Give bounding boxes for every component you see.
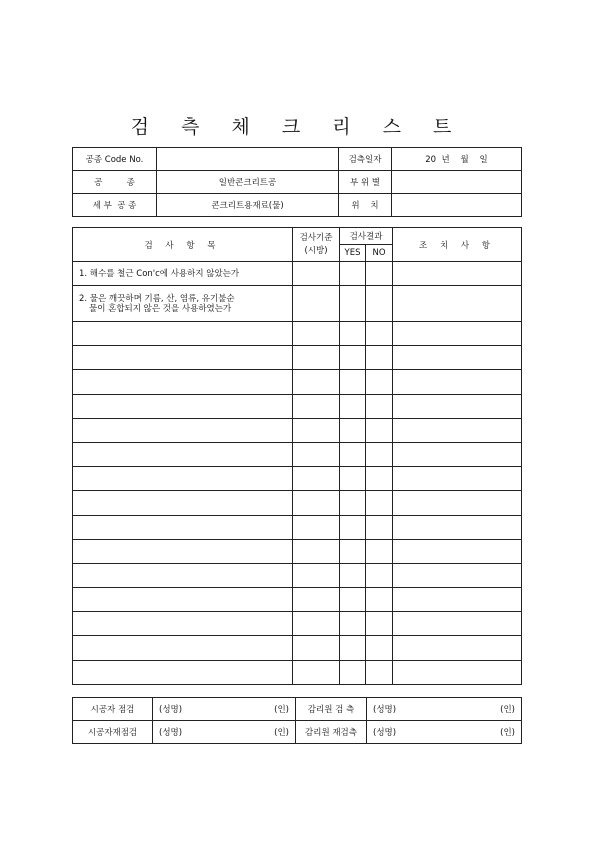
col-item-header: 검 사 항 목: [73, 228, 293, 262]
table-row: [73, 660, 522, 684]
sign-name-label: (성명): [373, 705, 397, 715]
table-row: [73, 346, 522, 370]
table-row: [73, 539, 522, 563]
yes-cell[interactable]: [340, 467, 366, 491]
col-standard-line1: 검사기준: [299, 232, 333, 243]
seal-label: (인): [500, 728, 515, 738]
item-cell[interactable]: [73, 588, 293, 612]
no-cell[interactable]: [366, 636, 393, 660]
no-cell[interactable]: [366, 262, 393, 286]
header-table: [72, 147, 522, 217]
action-cell[interactable]: [393, 491, 522, 515]
yes-cell[interactable]: [340, 515, 366, 539]
yes-cell[interactable]: [340, 370, 366, 394]
yes-cell[interactable]: [340, 418, 366, 442]
table-row: [73, 286, 522, 322]
action-cell[interactable]: [393, 636, 522, 660]
action-cell[interactable]: [393, 286, 522, 322]
yes-cell[interactable]: [340, 322, 366, 346]
standard-cell[interactable]: [293, 563, 340, 587]
no-cell[interactable]: [366, 491, 393, 515]
yes-cell[interactable]: [340, 346, 366, 370]
standard-cell[interactable]: [293, 539, 340, 563]
item-cell[interactable]: [73, 612, 293, 636]
table-row: [73, 588, 522, 612]
yes-cell[interactable]: [340, 563, 366, 587]
page-title: 검 측 체 크 리 스 트: [130, 116, 465, 138]
col-yes-header: YES: [340, 245, 366, 262]
action-cell[interactable]: [393, 515, 522, 539]
item-cell[interactable]: [73, 394, 293, 418]
standard-cell[interactable]: [293, 588, 340, 612]
table-row: [73, 491, 522, 515]
sign-name-label: (성명): [159, 728, 183, 738]
standard-cell[interactable]: [293, 467, 340, 491]
seal-label: (인): [500, 705, 515, 715]
action-cell[interactable]: [393, 418, 522, 442]
action-cell[interactable]: [393, 262, 522, 286]
no-cell[interactable]: [366, 286, 393, 322]
supervisor-recheck-sign[interactable]: [367, 721, 522, 744]
no-cell[interactable]: [366, 442, 393, 466]
standard-cell[interactable]: [293, 370, 340, 394]
table-row: [73, 370, 522, 394]
item-cell[interactable]: [73, 322, 293, 346]
item-cell[interactable]: [73, 515, 293, 539]
check-item-2: [73, 286, 293, 322]
table-row: [73, 612, 522, 636]
item-cell[interactable]: [73, 491, 293, 515]
item-cell[interactable]: [73, 467, 293, 491]
standard-cell[interactable]: [293, 418, 340, 442]
table-row: [73, 563, 522, 587]
yes-cell[interactable]: [340, 588, 366, 612]
no-cell[interactable]: [366, 660, 393, 684]
action-cell[interactable]: [393, 539, 522, 563]
date-value[interactable]: 20 년 월 일: [392, 148, 522, 171]
yes-cell[interactable]: [340, 636, 366, 660]
standard-cell[interactable]: [293, 491, 340, 515]
action-cell[interactable]: [393, 660, 522, 684]
action-cell[interactable]: [393, 563, 522, 587]
yes-cell[interactable]: [340, 539, 366, 563]
check-item-2-line2: 물이 혼합되지 않은 것을 사용하였는가: [89, 303, 232, 314]
yes-cell[interactable]: [340, 262, 366, 286]
code-label: 공종 Code No.: [73, 148, 157, 171]
no-cell[interactable]: [366, 563, 393, 587]
standard-cell[interactable]: [293, 262, 340, 286]
action-cell[interactable]: [393, 322, 522, 346]
no-cell[interactable]: [366, 612, 393, 636]
contractor-check-label: 시공자 점검: [73, 698, 153, 721]
item-cell[interactable]: [73, 442, 293, 466]
yes-cell[interactable]: [340, 286, 366, 322]
item-cell[interactable]: [73, 636, 293, 660]
work-value[interactable]: 일반콘크리트공: [157, 171, 339, 194]
yes-cell[interactable]: [340, 442, 366, 466]
standard-cell[interactable]: [293, 442, 340, 466]
standard-cell[interactable]: [293, 636, 340, 660]
no-cell[interactable]: [366, 588, 393, 612]
action-cell[interactable]: [393, 588, 522, 612]
location-label: 위 치: [339, 194, 392, 217]
action-cell[interactable]: [393, 442, 522, 466]
no-cell[interactable]: [366, 394, 393, 418]
col-standard-header: [293, 228, 340, 262]
col-standard-line2: (시방): [304, 245, 328, 256]
action-cell[interactable]: [393, 394, 522, 418]
table-row: [73, 442, 522, 466]
yes-cell[interactable]: [340, 394, 366, 418]
item-cell[interactable]: [73, 346, 293, 370]
signature-table: [72, 697, 522, 744]
item-cell[interactable]: [73, 370, 293, 394]
table-row: [73, 515, 522, 539]
action-cell[interactable]: [393, 370, 522, 394]
no-cell[interactable]: [366, 322, 393, 346]
no-cell[interactable]: [366, 539, 393, 563]
detail-value[interactable]: 콘크리트용재료(물): [157, 194, 339, 217]
item-cell[interactable]: [73, 563, 293, 587]
table-row: [73, 636, 522, 660]
part-value[interactable]: [392, 171, 522, 194]
action-cell[interactable]: [393, 467, 522, 491]
location-value[interactable]: [392, 194, 522, 217]
yes-cell[interactable]: [340, 491, 366, 515]
check-item-1: 1. 해수를 철근 Con'c에 사용하지 않았는가: [73, 262, 293, 286]
seal-label: (인): [274, 705, 289, 715]
item-cell[interactable]: [73, 539, 293, 563]
sign-name-label: (성명): [373, 728, 397, 738]
supervisor-recheck-label: 감리원 재검측: [296, 721, 367, 744]
standard-cell[interactable]: [293, 660, 340, 684]
check-item-2-line1: 2. 물은 깨끗하며 기름, 산, 염류, 유기불순: [79, 293, 235, 304]
action-cell[interactable]: [393, 346, 522, 370]
contractor-recheck-sign[interactable]: [153, 721, 296, 744]
no-cell[interactable]: [366, 346, 393, 370]
table-row: [73, 394, 522, 418]
no-cell[interactable]: [366, 467, 393, 491]
action-cell[interactable]: [393, 612, 522, 636]
standard-cell[interactable]: [293, 394, 340, 418]
no-cell[interactable]: [366, 515, 393, 539]
work-label: 공 종: [73, 171, 157, 194]
col-no-header: NO: [366, 245, 393, 262]
contractor-check-sign[interactable]: [153, 698, 296, 721]
supervisor-check-sign[interactable]: [367, 698, 522, 721]
part-label: 부 위 별: [339, 171, 392, 194]
sign-name-label: (성명): [159, 705, 183, 715]
col-result-header: 검사결과: [340, 228, 393, 245]
standard-cell[interactable]: [293, 322, 340, 346]
item-cell[interactable]: [73, 418, 293, 442]
col-action-header: 조 치 사 항: [393, 228, 522, 262]
seal-label: (인): [274, 728, 289, 738]
checklist-table: [72, 227, 522, 685]
standard-cell[interactable]: [293, 346, 340, 370]
yes-cell[interactable]: [340, 612, 366, 636]
table-row: [73, 262, 522, 286]
date-label: 검측일자: [339, 148, 392, 171]
table-row: [73, 322, 522, 346]
table-row: [73, 467, 522, 491]
no-cell[interactable]: [366, 370, 393, 394]
contractor-recheck-label: 시공자재점검: [73, 721, 153, 744]
yes-cell[interactable]: [340, 660, 366, 684]
item-cell[interactable]: [73, 660, 293, 684]
table-row: [73, 418, 522, 442]
no-cell[interactable]: [366, 418, 393, 442]
standard-cell[interactable]: [293, 612, 340, 636]
supervisor-check-label: 감리원 검 측: [296, 698, 367, 721]
standard-cell[interactable]: [293, 515, 340, 539]
standard-cell[interactable]: [293, 286, 340, 322]
detail-label: 세 부 공 종: [73, 194, 157, 217]
code-value[interactable]: [157, 148, 339, 171]
